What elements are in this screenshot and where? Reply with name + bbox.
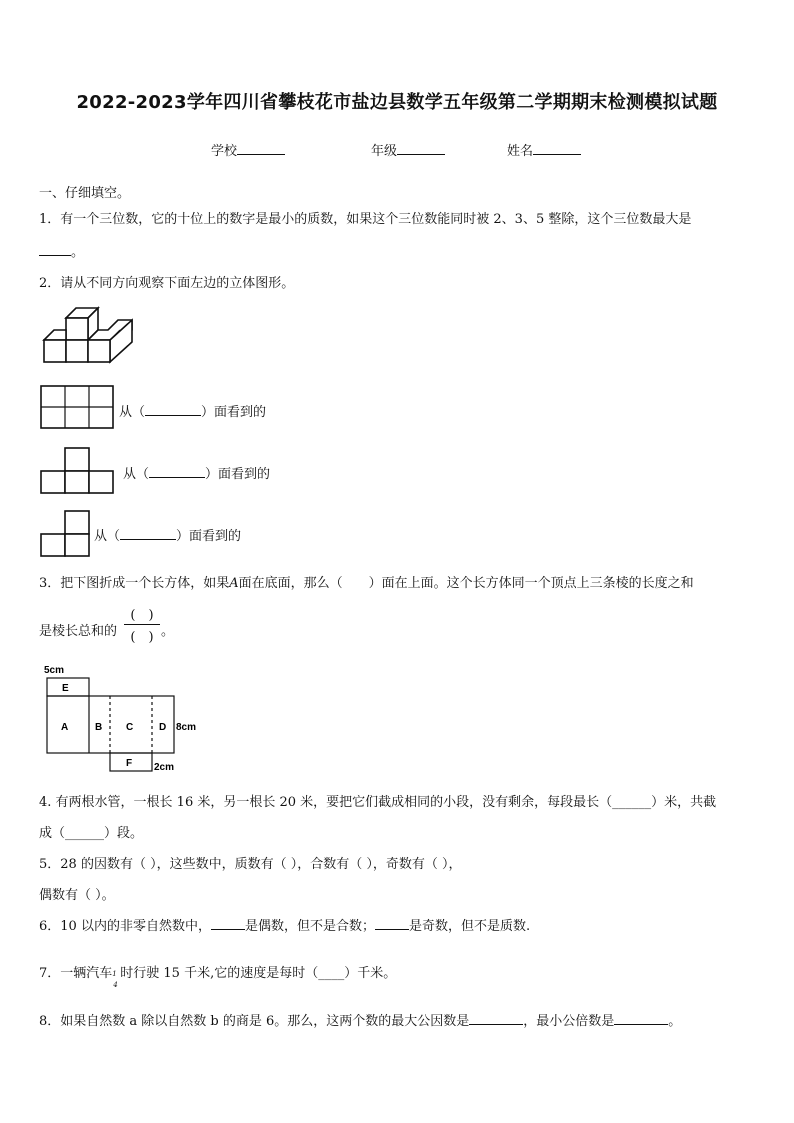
school-field [211,140,285,159]
q3-frac-bar [124,624,160,625]
q2-stem: 2．请从不同方向观察下面左边的立体图形。 [39,276,295,291]
q3-line2: 是棱长总和的 [39,624,118,639]
q3-var: A [229,576,239,591]
q6-part-c: 是奇数，但不是质数. [408,919,531,934]
q2-view3-pre: 从（ [94,529,121,544]
q7-part-a: 7．一辆汽车 [39,966,113,981]
net-face-a: A [61,722,69,733]
q3-end: 。 [161,624,175,639]
q6-line [39,915,530,934]
school-blank[interactable] [237,142,285,155]
q5-line2: 偶数有（ ）。 [39,888,115,903]
q2-view2-label [123,463,270,482]
q1-line2 [39,241,84,260]
grade-label: 年级 [371,144,398,159]
q8-part-c: 。 [668,1014,682,1029]
name-label: 姓名 [507,144,534,159]
q3-box-net [44,660,214,776]
q2-view2-post: ）面看到的 [205,467,271,482]
q3-frac-den[interactable]: ( ) [130,630,154,645]
q4-line1: 4. 有两根水管，一根长 16 米，另一根长 20 米，要把它们截成相同的小段，没有剩余，每段最长（______）米，共截 [39,795,717,810]
q2-view3-label [94,525,241,544]
q6-blank-1[interactable] [211,917,245,930]
q2-view2-blank[interactable] [149,465,205,478]
q5-line1: 5．28 的因数有（ ），这些数中，质数有（ ），合数有（ ），奇数有（ ）， [39,857,462,872]
q2-view1-label [119,401,266,420]
q2-view3-post: ）面看到的 [176,529,242,544]
q7-frac-num: 1 [112,970,117,978]
name-field [507,140,581,159]
q8-blank-1[interactable] [469,1012,523,1025]
q3-fraction [124,604,160,645]
q8-line [39,1010,681,1029]
q2-view3-grid [40,510,92,558]
q8-blank-2[interactable] [614,1012,668,1025]
q1-line1: 1．有一个三位数，它的十位上的数字是最小的质数，如果这个三位数能同时被 2、3、5 整除，这个三位数最大是 [39,212,692,227]
q8-part-a: 8．如果自然数 a 除以自然数 b 的商是 6。那么，这两个数的最大公因数是 [39,1014,470,1029]
school-label: 学校 [211,144,238,159]
q8-part-b: ，最小公倍数是 [523,1014,615,1029]
section-heading: 一、仔细填空。 [39,186,131,201]
net-face-b: B [95,722,103,733]
q7-part-b: 时行驶 15 千米,它的速度是每时（____）千米。 [120,966,397,981]
q2-view1-post: ）面看到的 [201,405,267,420]
q2-view1-blank[interactable] [145,403,201,416]
q6-part-a: 6．10 以内的非零自然数中， [39,919,211,934]
q7-line [39,962,397,989]
net-face-d: D [159,722,167,733]
q2-view2-pre: 从（ [123,467,150,482]
q3-line1 [39,572,694,591]
q3-line1a: 3．把下图折成一个长方体，如果 [39,576,230,591]
q4-line2: 成（______）段。 [39,826,144,841]
net-face-e: E [62,683,69,694]
q2-view1-pre: 从（ [119,405,146,420]
net-dim-8cm: 8cm [176,722,197,733]
name-blank[interactable] [533,142,581,155]
net-dim-5cm: 5cm [44,665,65,676]
q2-view3-blank[interactable] [120,527,176,540]
q2-view1-grid [40,385,116,431]
net-face-f: F [126,758,133,769]
page-title: 2022-2023学年四川省攀枝花市盐边县数学五年级第二学期期末检测模拟试题 [76,92,718,113]
grade-field [371,140,445,159]
q2-solid-figure [40,302,140,364]
net-dim-2cm: 2cm [154,762,175,773]
q6-blank-2[interactable] [375,917,409,930]
q2-view2-grid [40,447,116,495]
q6-part-b: 是偶数，但不是合数； [244,919,375,934]
q1-blank[interactable] [39,243,71,256]
q3-frac-num[interactable]: ( ) [130,608,154,623]
q1-end: 。 [71,245,85,260]
grade-blank[interactable] [397,142,445,155]
q3-line1b: 面在底面，那么（ ）面在上面。这个长方体同一个顶点上三条棱的长度之和 [238,576,694,591]
net-face-c: C [126,722,134,733]
q7-frac-den: 4 [113,981,118,989]
